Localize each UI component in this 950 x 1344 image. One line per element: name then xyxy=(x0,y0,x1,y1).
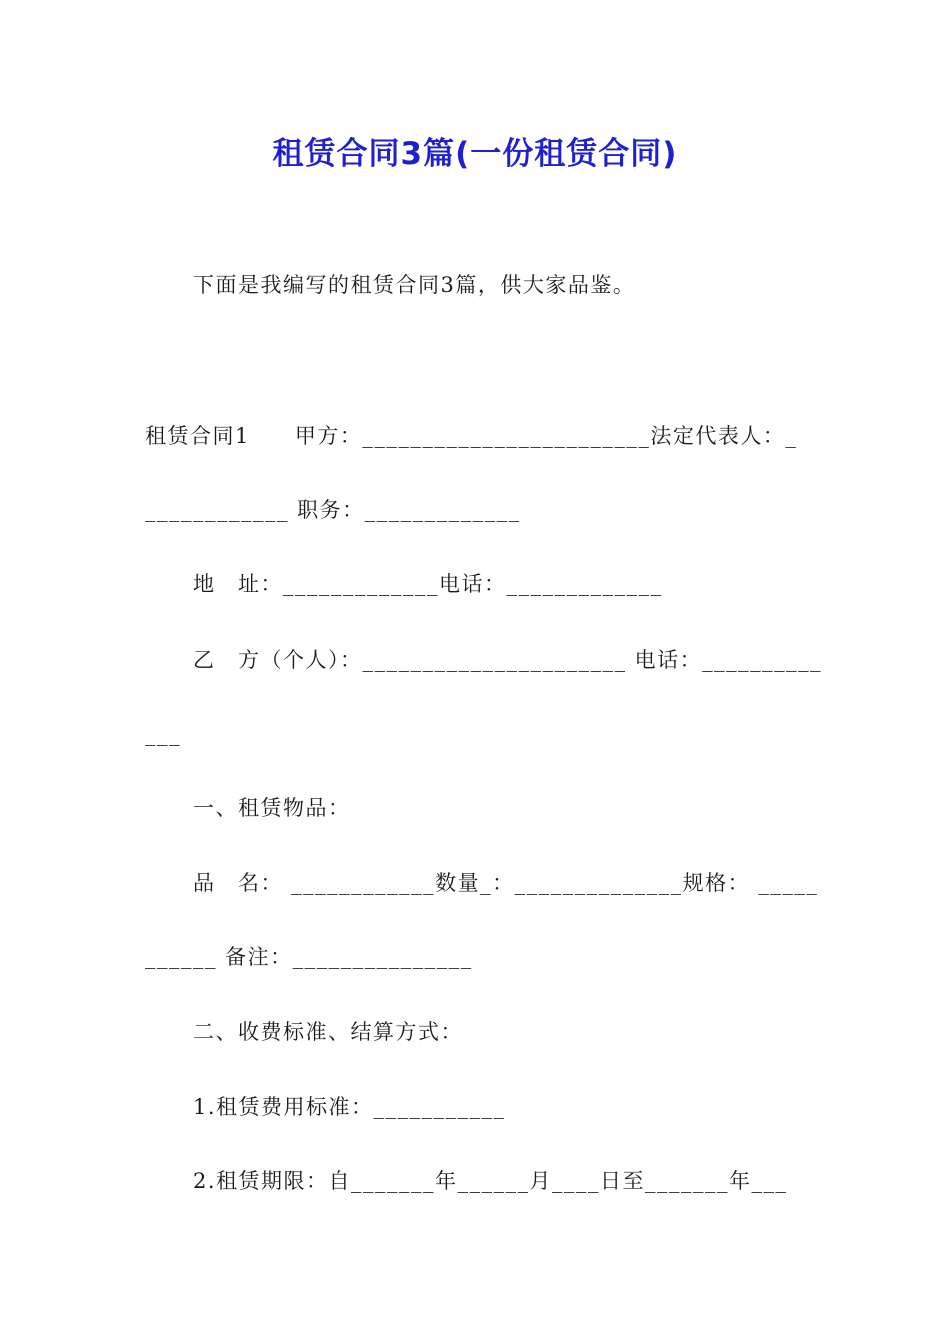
item-name-line: 品 名： ____________数量_：______________规格： _____ xyxy=(193,871,819,895)
party-b-line: 乙 方（个人）：______________________ 电话：__________ xyxy=(193,648,823,672)
address-phone-line: 地 址：_____________电话：_____________ xyxy=(193,572,663,596)
section-heading-items: 一、租赁物品： xyxy=(193,796,351,820)
lease-period-line: 2.租赁期限：自_______年______月____日至_______年___ xyxy=(193,1169,788,1193)
fee-standard-line: 1.租赁费用标准：___________ xyxy=(193,1095,506,1119)
document-title: 租赁合同3篇(一份租赁合同) xyxy=(272,136,678,172)
remarks-line: ______ 备注：_______________ xyxy=(145,945,473,969)
position-line: ____________ 职务：_____________ xyxy=(145,498,521,522)
section-heading-fees: 二、收费标准、结算方式： xyxy=(193,1020,463,1044)
contract-party-a-line: 租赁合同1 甲方：________________________法定代表人：_ xyxy=(145,424,798,448)
party-b-line-continued: ___ xyxy=(145,722,181,746)
intro-paragraph: 下面是我编写的租赁合同3篇，供大家品鉴。 xyxy=(193,273,636,297)
